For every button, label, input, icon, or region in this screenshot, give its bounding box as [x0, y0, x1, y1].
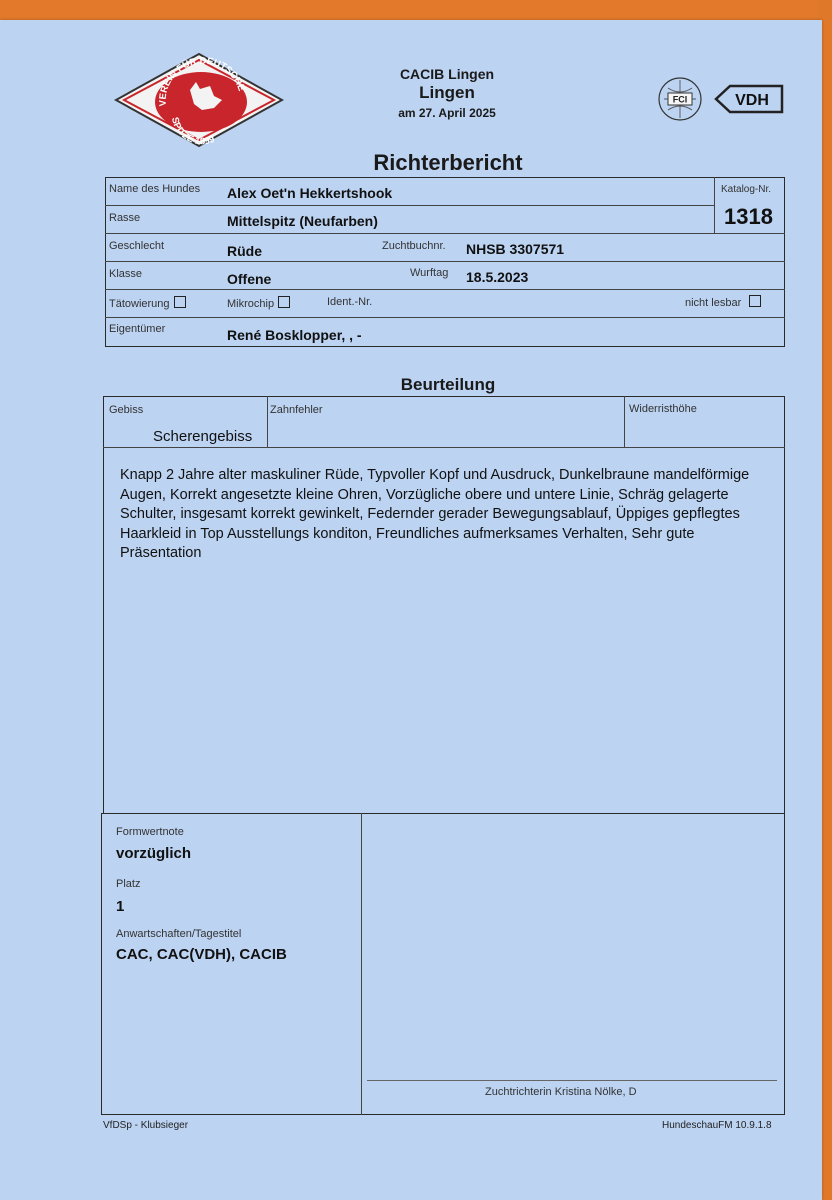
judge-name: Zuchtrichterin Kristina Nölke, D: [485, 1086, 637, 1098]
club-logo-icon: [114, 52, 284, 148]
class-label: Klasse: [109, 268, 143, 280]
place-label: Platz: [116, 878, 141, 890]
place-value: 1: [116, 898, 125, 915]
show-header: [330, 66, 564, 120]
fci-logo-icon: [656, 76, 704, 122]
logo-text-bottom: SPITZE 1899: [168, 116, 217, 148]
footer-left: VfDSp - Klubsieger: [103, 1120, 189, 1131]
grade-value: vorzüglich: [116, 845, 192, 862]
sex-value: Rüde: [227, 243, 262, 259]
breed-label: Rasse: [109, 212, 141, 224]
tooth-faults-label: Zahnfehler: [270, 404, 323, 416]
vdh-logo-icon: [712, 80, 786, 118]
studbook-value: NHSB 3307571: [466, 241, 565, 257]
catalog-number-value: 1318: [724, 204, 773, 229]
grade-label: Formwertnote: [116, 826, 184, 838]
owner-value: René Bosklopper, , -: [227, 327, 362, 343]
bite-value: Scherengebiss: [153, 428, 253, 445]
microchip-checkbox[interactable]: [278, 296, 290, 308]
tattoo-checkbox[interactable]: [174, 296, 186, 308]
dog-info-table: [105, 177, 785, 347]
background-frame-top: [0, 0, 832, 22]
microchip-label: Mikrochip: [227, 296, 290, 310]
dog-name-value: Alex Oet'n Hekkertshook: [227, 185, 393, 201]
vdh-logo-text: VDH: [735, 92, 769, 109]
catalog-number-label: Katalog-Nr.: [721, 184, 772, 195]
class-value: Offene: [227, 271, 272, 287]
titles-label: Anwartschaften/Tagestitel: [116, 928, 242, 940]
show-date: am 27. April 2025: [398, 106, 496, 120]
breed-value: Mittelspitz (Neufarben): [227, 213, 378, 229]
assessment-title: Beurteilung: [400, 375, 496, 394]
bite-label: Gebiss: [109, 404, 144, 416]
studbook-label: Zuchtbuchnr.: [382, 240, 446, 252]
logo-text-top: VEREIN FÜR DEUTSCHE: [157, 55, 247, 107]
fci-logo-text: FCI: [672, 94, 688, 105]
withers-height-label: Widerristhöhe: [629, 403, 697, 415]
litter-date-value: 18.5.2023: [466, 269, 529, 285]
footer-right: HundeschauFM 10.9.1.8: [662, 1120, 772, 1131]
litter-date-label: Wurftag: [410, 267, 449, 279]
assessment-table: [103, 396, 785, 814]
sex-label: Geschlecht: [109, 240, 165, 252]
assessment-text: Knapp 2 Jahre alter maskuliner Rüde, Typvoller Kopf und Ausdruck, Dunkelbraune mandelförmige Augen, Korrekt angesetzte kleine Ohren, Vorzügliche obere und untere Linie, Schräg gelagerte Schulter, insgesamt korrekt gewinkelt, Federnder gerader Bewegungsablauf, Üppiges gepflegtes Haarkleid in Top Ausstellungs konditon, Freundliches aufmerksames Verhalten, Sehr gute Präsentation: [120, 467, 750, 561]
show-name: CACIB Lingen: [399, 66, 495, 82]
owner-label: Eigentümer: [109, 323, 166, 335]
dog-name-label: Name des Hundes: [109, 183, 201, 195]
show-location: Lingen: [419, 83, 475, 102]
document-title: Richterbericht: [373, 150, 523, 175]
unreadable-checkbox[interactable]: [749, 295, 761, 307]
titles-value: CAC, CAC(VDH), CACIB: [116, 946, 287, 963]
tattoo-label: Tätowierung: [109, 296, 186, 310]
unreadable-label: nicht lesbar: [685, 295, 761, 309]
ident-number-label: Ident.-Nr.: [327, 296, 373, 308]
result-table: [101, 813, 785, 1115]
